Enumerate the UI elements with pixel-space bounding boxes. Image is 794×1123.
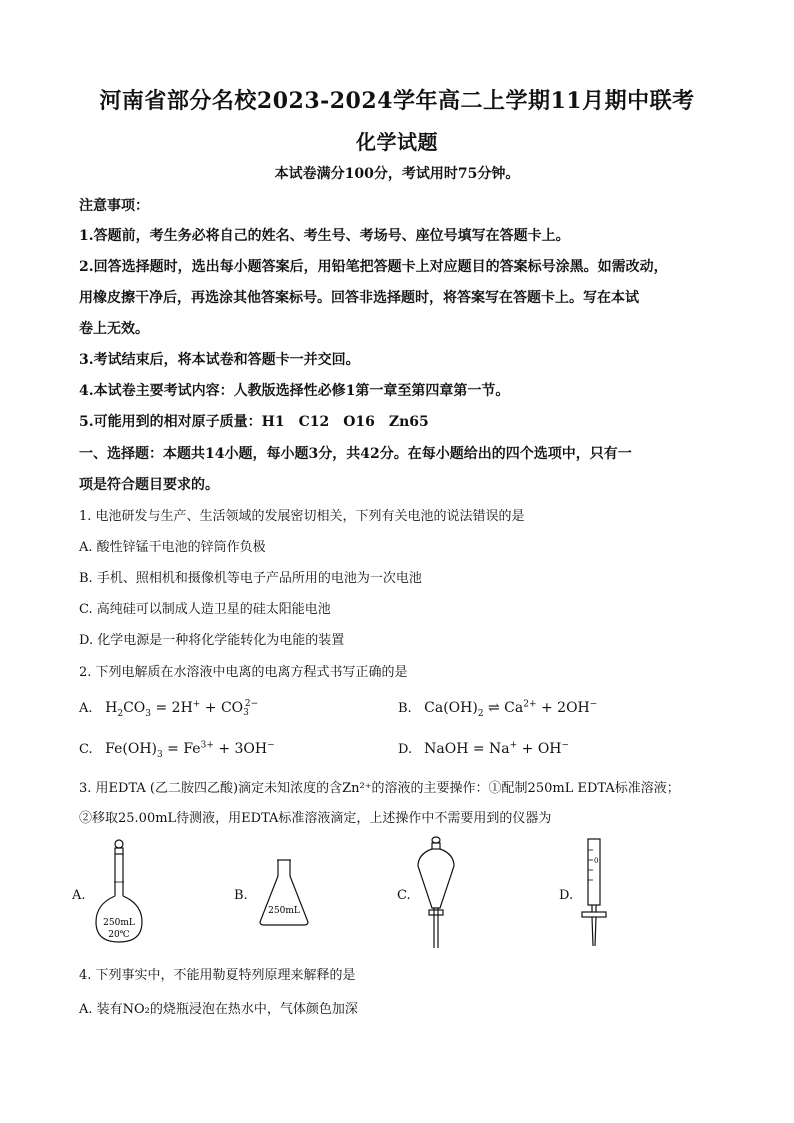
note-4: 4.本试卷主要考试内容：人教版选择性必修1第一章至第四章第一节。: [79, 383, 510, 399]
q4-option-a: A. 装有NO₂的烧瓶浸泡在热水中，气体颜色加深: [79, 1002, 358, 1017]
note-2a: 2.回答选择题时，选出每小题答案后，用铅笔把答题卡上对应题目的答案标号涂黑。如需改动，: [79, 259, 668, 275]
note-2c: 卷上无效。: [79, 321, 149, 337]
q1-option-c: C. 高纯硅可以制成人造卫星的硅太阳能电池: [79, 602, 331, 617]
note-5: 5.可能用到的相对原子质量：H1 C12 O16 Zn65: [79, 414, 429, 430]
q2-option-d: [398, 740, 569, 757]
volumetric-flask-icon: [92, 838, 146, 948]
section-1-l1: 一、选择题：本题共14小题，每小题3分，共42分。在每小题给出的四个选项中，只有一: [79, 446, 632, 462]
flask-temp-label: 20℃: [108, 930, 130, 940]
erlen-vol-label: 250mL: [268, 906, 300, 916]
q2-c-equation: $Fe(OH)_3 = Fe^{3+} + 3OH^-$: [105, 740, 275, 760]
q3-stem-1: 3. 用EDTA (乙二胺四乙酸)滴定未知浓度的含Zn²⁺的溶液的主要操作：①配制250mL EDTA标准溶液；: [79, 781, 680, 796]
q3-c-label: C.: [397, 888, 411, 903]
q3-stem-2: ②移取25.00mL待测液，用EDTA标准溶液滴定，上述操作中不需要用到的仪器为: [79, 811, 552, 826]
note-1: 1.答题前，考生务必将自己的姓名、考生号、考场号、座位号填写在答题卡上。: [79, 228, 570, 244]
q2-a-equation: $H_2CO_3 = 2H^+ + CO_3^{2-}$: [105, 699, 259, 719]
exam-subtitle: 化学试题: [356, 130, 438, 154]
note-3: 3.考试结束后，将本试卷和答题卡一并交回。: [79, 352, 360, 368]
q2-stem: 2. 下列电解质在水溶液中电离的电离方程式书写正确的是: [79, 665, 408, 680]
separatory-funnel-icon: [414, 836, 458, 952]
q3-a-label: A.: [72, 888, 86, 903]
q2-d-label: D.: [398, 741, 413, 757]
q2-c-label: C.: [79, 741, 93, 757]
section-1-l2: 项是符合题目要求的。: [79, 477, 219, 493]
erlenmeyer-flask-icon: [256, 856, 312, 928]
burette-zero-label: 0: [594, 857, 599, 865]
q3-d-label: D.: [559, 888, 574, 903]
q2-option-b: [398, 699, 597, 718]
flask-vol-label: 250mL: [103, 918, 135, 928]
q2-a-label: A.: [79, 700, 93, 716]
q1-option-b: B. 手机、照相机和摄像机等电子产品所用的电池为一次电池: [79, 571, 422, 586]
burette-icon: [580, 836, 610, 952]
q1-option-a: A. 酸性锌锰干电池的锌筒作负极: [79, 540, 266, 555]
q2-d-equation: NaOH = Na+ + OH−: [424, 740, 570, 757]
exam-meta: 本试卷满分100分，考试用时75分钟。: [274, 166, 520, 182]
q1-option-d: D. 化学电源是一种将化学能转化为电能的装置: [79, 633, 345, 648]
notes-heading: 注意事项：: [79, 198, 149, 214]
q2-option-c: [79, 740, 275, 759]
note-2b: 用橡皮擦干净后，再选涂其他答案标号。回答非选择题时，将答案写在答题卡上。写在本试: [79, 290, 639, 306]
q4-stem: 4. 下列事实中，不能用勒夏特列原理来解释的是: [79, 968, 356, 983]
q2-option-a: [79, 699, 258, 718]
q3-b-label: B.: [234, 888, 248, 903]
q1-stem: 1. 电池研发与生产、生活领域的发展密切相关，下列有关电池的说法错误的是: [79, 509, 525, 524]
exam-title: 河南省部分名校2023-2024学年高二上学期11月期中联考: [99, 88, 695, 114]
q2-b-label: B.: [398, 700, 412, 716]
q2-b-equation: $Ca(OH)_2$ ⇌ $Ca^{2+} + 2OH^-$: [424, 699, 598, 719]
